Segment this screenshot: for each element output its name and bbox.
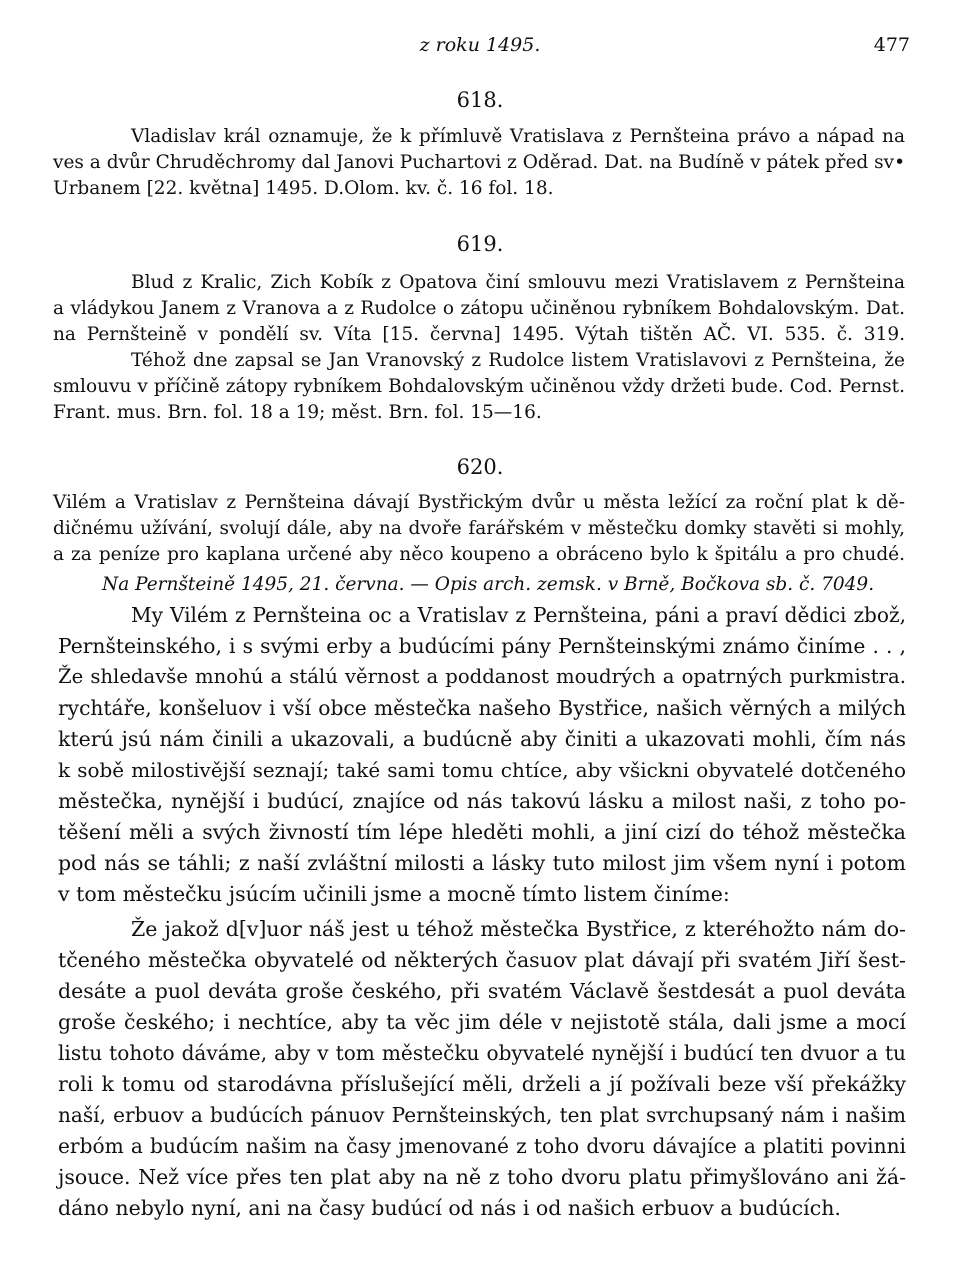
entry-line: Frant. mus. Brn. fol. 18 a 19; měst. Brn. fol. 15—16. xyxy=(53,402,542,423)
entry-line: smlouvu v příčině zátopy rybníkem Bohdalovským učiněnou vždy držeti bude. Cod. Pernst. xyxy=(53,376,905,397)
entry-number: 618. xyxy=(456,88,504,112)
entry-line: Vladislav král oznamuje, že k přímluvě Vratislava z Pernšteina právo a nápad na xyxy=(131,126,905,147)
text-line: kterú jsú nám činili a ukazovali, a budúcně aby činiti a ukazovati mohli, čím nás xyxy=(58,727,906,751)
running-title: z roku 1495. xyxy=(419,34,541,56)
entry-line: Vilém a Vratislav z Pernšteina dávají Bystřickým dvůr u města ležící za roční plat k dě- xyxy=(53,492,905,513)
text-line: k sobě milostivější seznají; také sami tomu chtíce, aby všickni obyvatelé dotčeného xyxy=(58,758,906,782)
text-line: rychtáře, konšeluov i vší obce městečka našeho Bystřice, našich věrných a milých xyxy=(58,696,906,720)
text-line: dáno nebylo nyní, ani na časy budúcí od nás i od našich erbuov a budúcích. xyxy=(58,1196,841,1220)
text-line: tčeného městečka obyvatelé od některých časuov plat dávají při svatém Jiří šest- xyxy=(58,948,906,972)
text-line: erbóm a budúcím našim na časy jmenované z toho dvoru dávajíce a platiti povinni xyxy=(58,1134,906,1158)
entry-line: a vládykou Janem z Vranova a z Rudolce o zátopu učiněnou rybníkem Bohdalovským. Dat. xyxy=(53,298,905,319)
text-line: Že shledavše mnohú a stálú věrnost a poddanost moudrých a opatrných purkmistra. xyxy=(58,665,906,688)
text-line: naší, erbuov a budúcích pánuov Pernšteinských, ten plat svrchupsaný nám i našim xyxy=(58,1103,906,1127)
running-header xyxy=(0,34,960,62)
entry-line: dičnému užívání, svolují dále, aby na dvoře farářském v městečku domky stavěti si mohly, xyxy=(53,518,905,539)
text-line: pod nás se táhli; z naší zvláštní milosti a lásky tuto milost jim všem nyní i potom xyxy=(58,851,906,875)
text-line: roli k tomu od starodávna příslušející měli, drželi a jí požívali beze vší překážky xyxy=(58,1072,906,1096)
entry-source: Na Pernšteině 1495, 21. června. — Opis arch. zemsk. v Brně, Bočkova sb. č. 7049. xyxy=(102,574,875,595)
text-line: groše českého; i nechtíce, aby ta věc jim déle v nejistotě stála, dali jsme a mocí xyxy=(58,1010,906,1034)
entry-number: 620. xyxy=(456,455,504,479)
entry-line: Blud z Kralic, Zich Kobík z Opatova činí smlouvu mezi Vratislavem z Pernšteina xyxy=(131,272,905,293)
text-line: Že jakož d[v]uor náš jest u téhož městečka Bystřice, z kteréhožto nám do- xyxy=(131,917,906,941)
entry-line: Téhož dne zapsal se Jan Vranovský z Rudolce listem Vratislavovi z Pernšteina, že xyxy=(131,350,905,371)
entry-line: Urbanem [22. května] 1495. D.Olom. kv. č. 16 fol. 18. xyxy=(53,178,554,199)
entry-line: na Pernšteině v pondělí sv. Víta [15. června] 1495. Výtah tištěn AČ. VI. 535. č. 319. xyxy=(53,324,905,345)
text-line: listu tohoto dáváme, aby v tom městečku obyvatelé nynější i budúcí ten dvuor a tu xyxy=(58,1041,906,1065)
entry-number: 619. xyxy=(456,232,504,256)
text-line: My Vilém z Pernšteina oc a Vratislav z Pernšteina, páni a praví dědici zbož, xyxy=(131,603,906,627)
text-line: Pernšteinského, i s svými erby a budúcími pány Pernšteinskými známo činíme . . , xyxy=(58,634,906,658)
text-line: v tom městečku jsúcím učinili jsme a mocně tímto listem činíme: xyxy=(58,882,730,906)
text-line: těšení měli a svých živností tím lépe hleděti mohli, a jiní cizí do téhož městečka xyxy=(58,820,906,844)
text-line: městečka, nynější i budúcí, znajíce od nás takovú lásku a milost naši, z toho po- xyxy=(58,789,906,813)
text-line: jsouce. Než více přes ten plat aby na ně z toho dvoru platu přimyšlováno ani žá- xyxy=(58,1165,906,1189)
text-line: desáte a puol deváta groše českého, při svatém Václavě šestdesát a puol deváta xyxy=(58,979,906,1003)
entry-line: a za peníze pro kaplana určené aby něco koupeno a obráceno bylo k špitálu a pro chudé. xyxy=(53,544,905,565)
entry-line: ves a dvůr Chruděchromy dal Janovi Puchartovi z Oděrad. Dat. na Budíně v pátek před sv• xyxy=(53,152,905,173)
page-number: 477 xyxy=(873,34,910,56)
